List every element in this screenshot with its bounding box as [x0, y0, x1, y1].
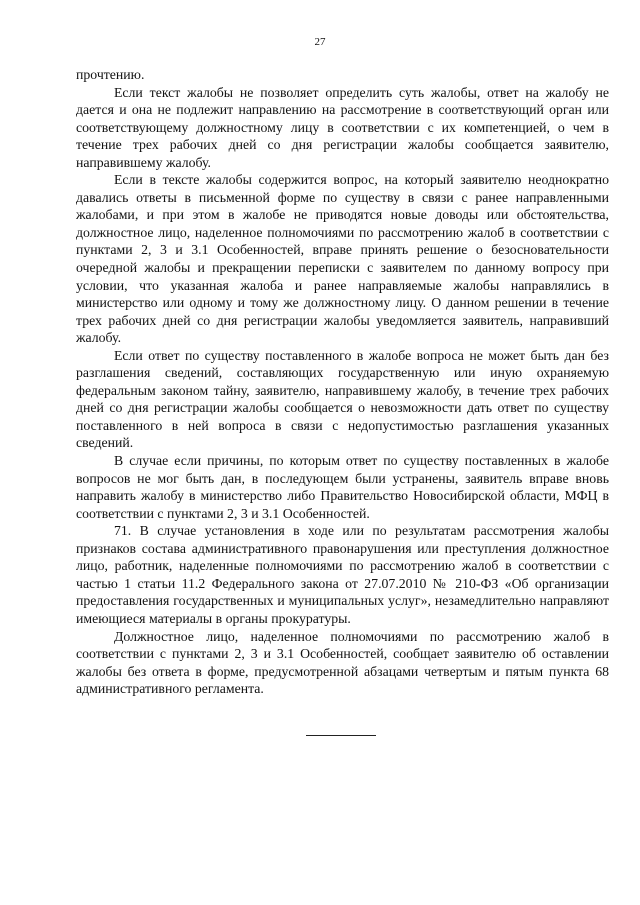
document-body [76, 66, 609, 698]
paragraph-resubmission: В случае если причины, по которым ответ по существу поставленных в жалобе вопросов не мог быть дан, в последующем были устранены, заявитель вправе вновь направить жалобу в министерство либо Правительство Новосибирской области, МФЦ в соответствии с пунктами 2, 3 и 3.1 Особенностей. [76, 453, 609, 521]
paragraph-unclear-complaint: Если текст жалобы не позволяет определить суть жалобы, ответ на жалобу не дается и она не подлежит направлению на рассмотрение в соответствующий орган или соответствующему должностному лицу в соответствии с их компетенцией, о чем в течение трех рабочих дней со дня регистрации жалобы сообщается заявителю, направившему жалобу. [76, 84, 609, 170]
paragraph-continuation: прочтению. [76, 67, 145, 82]
paragraph-no-response-notice: Должностное лицо, наделенное полномочиями по рассмотрению жалоб в соответствии с пунктами 2, 3 и 3.1 Особенностей, сообщает заявителю об оставлении жалобы без ответа в форме, предусмотренной абзацами четвертым и пятым пункта 68 административного регламента. [76, 628, 609, 697]
end-divider-line [306, 735, 376, 736]
paragraph-repeated-question: Если в тексте жалобы содержится вопрос, на который заявителю неоднократно давались ответы в письменной форме по существу в связи с ранее направленными жалобами, и при этом в жалобе не приводятся новые доводы или обстоятельства, должностное лицо, наделенное полномочиями по рассмотрению жалоб в соответствии с пунктами 2, 3 и 3.1 Особенностей, вправе принять решение о безосновательности очередной жалобы и прекращении переписки с заявителем по данному вопросу при условии, что указанная жалоба и ранее направляемые жалобы направлялись в министерство или одному и тому же должностному лицу. О данном решении в течение трех рабочих дней со дня регистрации жалобы уведомляется заявитель, направивший жалобу. [76, 172, 609, 346]
paragraph-clause-71: 71. В случае установления в ходе или по результатам рассмотрения жалобы признаков состава административного правонарушения или преступления должностное лицо, работник, наделенные полномочиями по рассмотрению жалоб в соответствии с частью 1 статьи 11.2 Федерального закона от 27.07.2010 № 210-ФЗ «Об организации предоставления государственных и муниципальных услуг», незамедлительно направляют имеющиеся материалы в органы прокуратуры. [76, 523, 609, 626]
page-number: 27 [314, 36, 326, 48]
paragraph-state-secret: Если ответ по существу поставленного в жалобе вопроса не может быть дан без разглашения сведений, составляющих государственную или иную охраняемую федеральным законом тайну, заявителю, направившему жалобу, в течение трех рабочих дней со дня регистрации жалобы сообщается о невозможности дать ответ по существу поставленного в ней вопроса в связи с недопустимостью разглашения указанных сведений. [76, 347, 609, 451]
